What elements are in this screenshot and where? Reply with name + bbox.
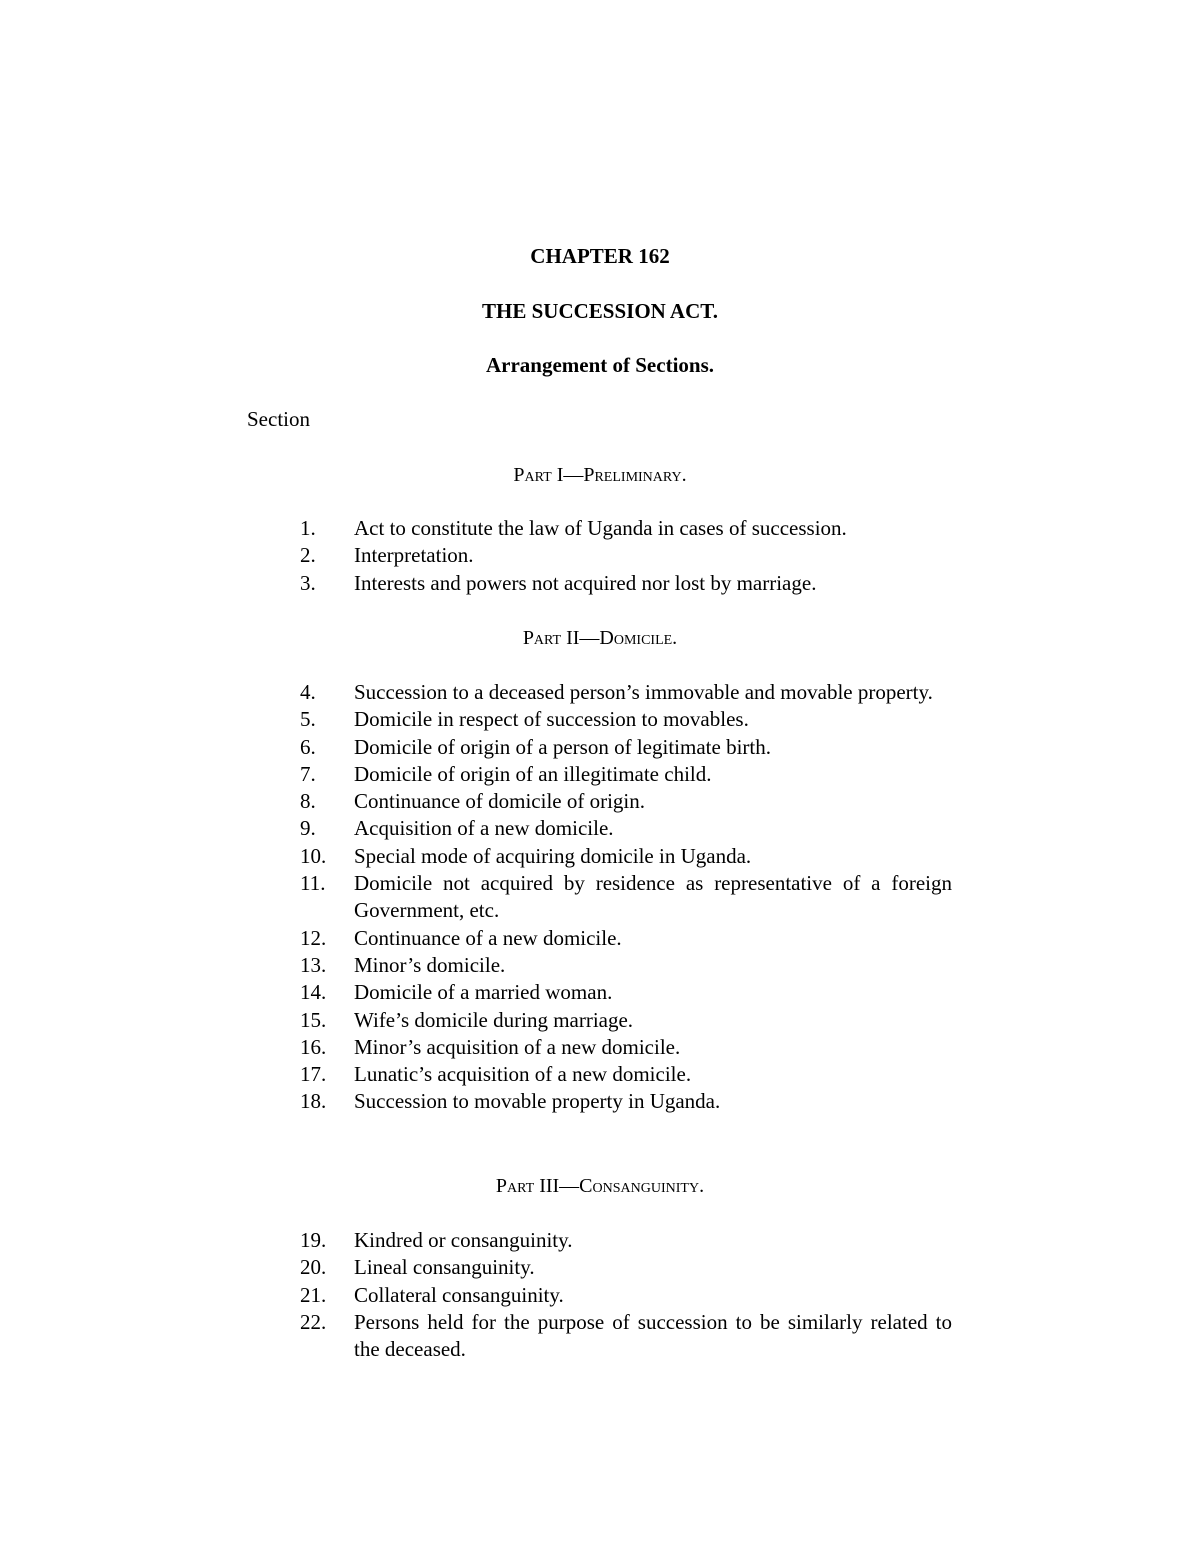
list-item xyxy=(0,761,1200,788)
section-number: 12. xyxy=(300,925,327,950)
list-item xyxy=(0,542,1200,569)
arrangement-heading: Arrangement of Sections. xyxy=(485,353,715,377)
section-number: 20. xyxy=(300,1255,327,1280)
section-title: Persons held for the purpose of succession to be similarly related to the deceased. xyxy=(354,1309,952,1362)
list-item xyxy=(0,1282,1200,1309)
section-number: 11. xyxy=(300,871,326,896)
section-title: Lunatic’s acquisition of a new domicile. xyxy=(354,1062,692,1087)
section-title: Lineal consanguinity. xyxy=(354,1255,535,1280)
list-item xyxy=(0,1034,1200,1061)
section-title: Acquisition of a new domicile. xyxy=(354,816,614,841)
section-number: 1. xyxy=(300,516,316,540)
section-title: Act to constitute the law of Uganda in cases of succession. xyxy=(354,516,847,540)
section-title: Interests and powers not acquired nor lost by marriage. xyxy=(354,570,817,595)
list-item xyxy=(0,1061,1200,1088)
section-list-part-1 xyxy=(0,515,1200,597)
list-item xyxy=(0,1007,1200,1034)
section-title: Continuance of domicile of origin. xyxy=(354,789,646,814)
section-list-part-2 xyxy=(0,679,1200,1116)
section-number: 2. xyxy=(300,543,316,568)
list-item xyxy=(0,1309,1200,1364)
section-title: Succession to movable property in Uganda. xyxy=(354,1089,721,1114)
section-column-label: Section xyxy=(247,407,310,431)
list-item xyxy=(0,870,1200,925)
part-heading-consanguinity: Part III—Consanguinity. xyxy=(495,1175,705,1197)
section-title: Domicile of origin of an illegitimate child. xyxy=(354,761,712,786)
section-title: Collateral consanguinity. xyxy=(354,1282,564,1307)
section-number: 16. xyxy=(300,1034,327,1059)
list-item xyxy=(0,1254,1200,1281)
section-title: Interpretation. xyxy=(354,543,474,568)
section-number: 18. xyxy=(300,1089,327,1114)
list-item xyxy=(0,734,1200,761)
part-heading-preliminary: Part I—Preliminary. xyxy=(513,464,687,486)
list-item xyxy=(0,679,1200,706)
section-title: Domicile of origin of a person of legitimate birth. xyxy=(354,734,771,759)
section-number: 22. xyxy=(300,1309,327,1334)
section-title: Domicile in respect of succession to movables. xyxy=(354,707,749,732)
section-title: Domicile not acquired by residence as representative of a foreign Government, etc. xyxy=(354,871,952,923)
section-number: 7. xyxy=(300,761,316,786)
list-item xyxy=(0,815,1200,842)
section-number: 9. xyxy=(300,816,316,841)
list-item xyxy=(0,1227,1200,1254)
list-item xyxy=(0,570,1200,597)
section-title: Special mode of acquiring domicile in Uganda. xyxy=(354,843,752,868)
chapter-heading: CHAPTER 162 xyxy=(530,244,670,268)
list-item xyxy=(0,1088,1200,1115)
section-number: 15. xyxy=(300,1007,327,1032)
section-number: 5. xyxy=(300,707,316,732)
section-title: Continuance of a new domicile. xyxy=(354,925,622,950)
section-number: 21. xyxy=(300,1282,327,1307)
list-item xyxy=(0,788,1200,815)
section-number: 4. xyxy=(300,680,316,704)
section-title: Minor’s domicile. xyxy=(354,952,506,977)
section-list-part-3 xyxy=(0,1227,1200,1363)
list-item xyxy=(0,925,1200,952)
list-item xyxy=(0,979,1200,1006)
list-item xyxy=(0,515,1200,542)
section-number: 14. xyxy=(300,980,327,1005)
part-heading-domicile: Part II—Domicile. xyxy=(522,627,678,649)
section-title: Domicile of a married woman. xyxy=(354,980,613,1005)
section-number: 8. xyxy=(300,789,316,814)
list-item xyxy=(0,952,1200,979)
section-number: 6. xyxy=(300,734,316,759)
section-title: Succession to a deceased person’s immovable and movable property. xyxy=(354,680,933,704)
section-number: 3. xyxy=(300,570,316,595)
section-title: Minor’s acquisition of a new domicile. xyxy=(354,1034,681,1059)
section-number: 17. xyxy=(300,1062,327,1087)
section-title: Wife’s domicile during marriage. xyxy=(354,1007,634,1032)
section-number: 13. xyxy=(300,952,327,977)
act-title: THE SUCCESSION ACT. xyxy=(482,299,718,323)
list-item xyxy=(0,706,1200,733)
section-title: Kindred or consanguinity. xyxy=(354,1228,573,1252)
list-item xyxy=(0,843,1200,870)
section-number: 10. xyxy=(300,843,327,868)
section-number: 19. xyxy=(300,1228,327,1252)
